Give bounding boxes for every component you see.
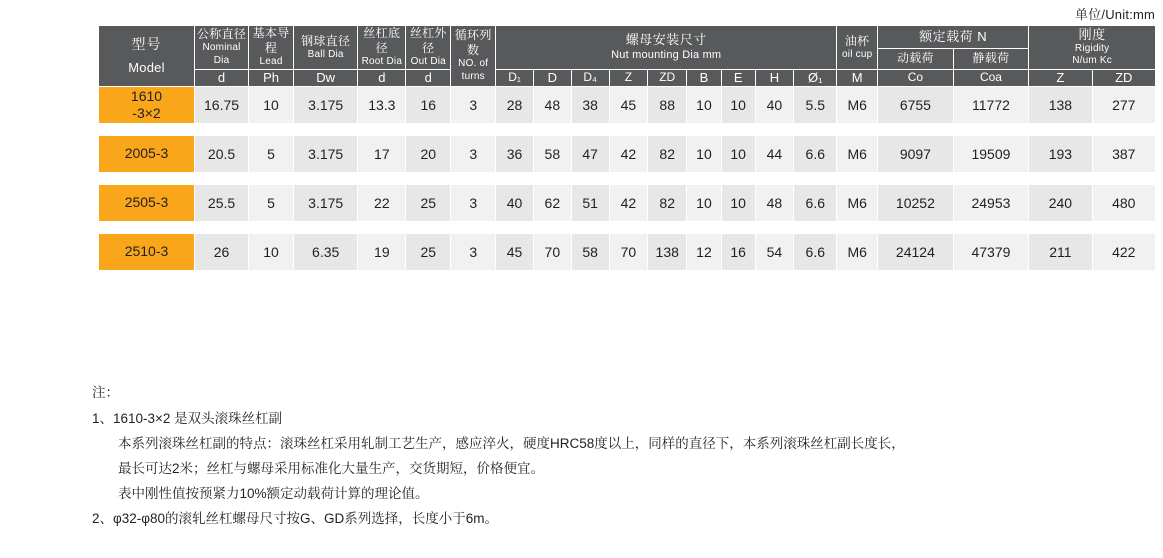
cell-D1: 36 [496, 135, 534, 172]
cell-E: 10 [721, 86, 755, 123]
header-nominal-dia-cn-1: 公称直径 [196, 27, 247, 42]
cell-D4: 38 [571, 86, 609, 123]
cell-d1: 25 [406, 184, 451, 221]
header-load-rating-title [878, 26, 1029, 49]
header-rigidity-group [1029, 26, 1156, 70]
unit-note: 单位/Unit:mm [1075, 7, 1155, 22]
row-model-line1: 1610 [130, 87, 163, 104]
cell-co: 10252 [878, 184, 954, 221]
header-sym-rig-z [1029, 69, 1092, 86]
row-model [99, 184, 195, 221]
row-spacer [99, 221, 1156, 233]
spec-table-container [98, 25, 1156, 271]
header-sym-d0-text: d [217, 69, 226, 85]
cell-B: 10 [687, 86, 722, 123]
cell-D: 48 [533, 86, 571, 123]
cell-L-Z: 42 [609, 135, 648, 172]
cell-H: 54 [755, 233, 794, 270]
header-sym-H-text: H [769, 69, 780, 85]
row-model-line1: 2505-3 [124, 194, 169, 211]
header-sym-rig-z-text: Z [1056, 69, 1065, 85]
header-out-dia-cn: 丝杠外径 [409, 26, 447, 55]
cell-O1: 5.5 [794, 86, 837, 123]
header-rigidity-en: Rigidity [1074, 42, 1110, 54]
header-oil-cup [837, 26, 878, 70]
cell-turns: 3 [451, 86, 496, 123]
note-item-1-sub-1: 本系列滚珠丝杠副的特点：滚珠丝杠采用轧制工艺生产，感应淬火，硬度HRC58度以上，同样的直径下，本系列滚珠丝杠副长度长， [118, 436, 905, 451]
header-load-static-cn-text: 静载荷 [972, 51, 1010, 66]
cell-B: 10 [687, 184, 722, 221]
cell-coa: 19509 [953, 135, 1029, 172]
header-root-dia-en: Root Dia [361, 56, 403, 67]
cell-dw: 3.175 [294, 86, 358, 123]
header-sym-B-text: B [699, 69, 709, 85]
header-sym-coa-text: Coa [979, 70, 1002, 85]
cell-dw: 3.175 [294, 184, 358, 221]
notes-section [92, 380, 1142, 531]
table-row [99, 184, 1156, 221]
cell-B: 12 [687, 233, 722, 270]
cell-H: 48 [755, 184, 794, 221]
header-sym-M [837, 69, 878, 86]
row-model-line1: 2510-3 [124, 243, 169, 260]
cell-M: M6 [837, 86, 878, 123]
cell-coa: 47379 [953, 233, 1029, 270]
cell-O1: 6.6 [794, 233, 837, 270]
header-load-dynamic-cn [878, 48, 954, 69]
row-spacer-cell [99, 172, 1156, 184]
notes-title: 注： [92, 385, 119, 400]
cell-M: M6 [837, 184, 878, 221]
cell-M: M6 [837, 135, 878, 172]
cell-d0: 20.5 [194, 135, 248, 172]
cell-ph: 10 [249, 233, 294, 270]
header-nominal-dia [194, 26, 248, 70]
header-sym-E [721, 69, 755, 86]
header-sym-co [878, 69, 954, 86]
cell-dw: 3.175 [294, 135, 358, 172]
cell-d1: 25 [406, 233, 451, 270]
header-sym-d2-text: d [378, 69, 386, 85]
header-sym-D4 [571, 69, 609, 86]
cell-rig-z: 138 [1029, 86, 1092, 123]
row-spacer [99, 123, 1156, 135]
cell-co: 6755 [878, 86, 954, 123]
header-ball-dia-en: Ball Dia [307, 48, 344, 60]
header-row-1 [99, 26, 1156, 49]
header-sym-O1 [794, 69, 837, 86]
cell-coa: 24953 [953, 184, 1029, 221]
cell-O1: 6.6 [794, 135, 837, 172]
cell-H: 44 [755, 135, 794, 172]
header-sym-coa [953, 69, 1029, 86]
header-nominal-dia-en: Nominal Dia [202, 42, 241, 66]
cell-co: 9097 [878, 135, 954, 172]
header-sym-rig-zd-text: ZD [1115, 69, 1133, 85]
cell-d1: 16 [406, 86, 451, 123]
cell-D1: 40 [496, 184, 534, 221]
cell-L-Z: 42 [609, 184, 648, 221]
cell-D1: 45 [496, 233, 534, 270]
header-turns [451, 26, 496, 87]
header-sym-rig-zd [1092, 69, 1155, 86]
cell-D4: 47 [571, 135, 609, 172]
row-model [99, 135, 195, 172]
cell-D: 58 [533, 135, 571, 172]
header-row-3 [99, 69, 1156, 86]
note-item-2: 2、φ32-φ80的滚轧丝杠螺母尺寸按G、GD系列选择，长度小于6m。 [92, 511, 499, 526]
cell-dw: 6.35 [294, 233, 358, 270]
cell-rig-z: 240 [1029, 184, 1092, 221]
header-lead [249, 26, 294, 70]
cell-L-ZD: 82 [648, 135, 687, 172]
note-item-1-sub-3: 表中刚性值按预紧力10%额定动载荷计算的理论值。 [118, 486, 429, 501]
row-model-line2: -3×2 [132, 104, 161, 121]
header-turns-en: NO. of turns [458, 58, 489, 82]
header-sym-B [687, 69, 722, 86]
header-sym-H [755, 69, 794, 86]
cell-rig-zd: 480 [1092, 184, 1155, 221]
header-oil-cup-en-1: oil cup [842, 48, 873, 60]
cell-rig-zd: 387 [1092, 135, 1155, 172]
cell-rig-z: 211 [1029, 233, 1092, 270]
cell-turns: 3 [451, 184, 496, 221]
cell-turns: 3 [451, 135, 496, 172]
header-sym-L-ZD [648, 69, 687, 86]
header-ball-dia [294, 26, 358, 70]
header-load-static-cn [953, 48, 1029, 69]
header-oil-cup-cn: 油杯 [844, 33, 870, 48]
header-model-en: Model [128, 59, 165, 75]
cell-d0: 26 [194, 233, 248, 270]
header-lead-cn: 基本导程 [252, 26, 290, 55]
header-sym-M-text: M [851, 69, 863, 85]
cell-E: 10 [721, 135, 755, 172]
cell-M: M6 [837, 233, 878, 270]
header-model-cn: 型号 [131, 36, 162, 52]
cell-d2: 13.3 [358, 86, 406, 123]
cell-d1: 20 [406, 135, 451, 172]
header-rigidity-unit: N/um Kc [1072, 55, 1112, 67]
cell-turns: 3 [451, 233, 496, 270]
header-lead-en: Lead [259, 56, 283, 67]
header-sym-d1-text: d [424, 69, 432, 85]
header-turns-cn: 循环列数 [454, 28, 492, 58]
cell-d2: 22 [358, 184, 406, 221]
cell-D4: 58 [571, 233, 609, 270]
header-sym-L-Z [609, 69, 648, 86]
cell-O1: 6.6 [794, 184, 837, 221]
cell-L-ZD: 138 [648, 233, 687, 270]
header-sym-D [533, 69, 571, 86]
header-rigidity-cn: 刚度 [1078, 26, 1106, 42]
note-item-1: 1、1610-3×2 是双头滚珠丝杠副 [92, 411, 283, 426]
cell-d0: 25.5 [194, 184, 248, 221]
header-sym-dw-text: Dw [316, 69, 336, 85]
header-sym-D-text: D [547, 69, 558, 85]
header-sym-L-ZD-text: ZD [659, 70, 676, 85]
header-ball-dia-cn: 钢球直径 [301, 33, 351, 48]
cell-co: 24124 [878, 233, 954, 270]
header-sym-co-text: Co [907, 70, 924, 85]
table-row [99, 86, 1156, 123]
note-item-1-sub-2: 最长可达2米；丝杠与螺母采用标准化大量生产，交货期短，价格便宜。 [118, 461, 545, 476]
row-model [99, 233, 195, 270]
header-sym-D1 [496, 69, 534, 86]
header-sym-d1 [406, 69, 451, 86]
cell-L-ZD: 82 [648, 184, 687, 221]
header-nut-mounting-cn: 螺母安装尺寸 [625, 32, 707, 48]
cell-d0: 16.75 [194, 86, 248, 123]
header-sym-E-text: E [733, 69, 743, 85]
cell-ph: 5 [249, 184, 294, 221]
cell-E: 16 [721, 233, 755, 270]
header-sym-ph-text: Ph [263, 69, 279, 85]
row-spacer-cell [99, 123, 1156, 135]
header-sym-ph [249, 69, 294, 86]
cell-L-Z: 70 [609, 233, 648, 270]
row-model-line1: 2005-3 [124, 145, 169, 162]
cell-d2: 17 [358, 135, 406, 172]
header-sym-D1-text: D₁ [508, 70, 521, 85]
cell-D1: 28 [496, 86, 534, 123]
cell-rig-zd: 277 [1092, 86, 1155, 123]
cell-rig-z: 193 [1029, 135, 1092, 172]
cell-coa: 11772 [953, 86, 1029, 123]
header-out-dia [406, 26, 451, 70]
specification-table [98, 25, 1156, 271]
header-sym-d2 [358, 69, 406, 86]
header-load-dynamic-cn-text: 动载荷 [896, 51, 934, 66]
cell-ph: 10 [249, 86, 294, 123]
cell-rig-zd: 422 [1092, 233, 1155, 270]
table-row [99, 135, 1156, 172]
cell-ph: 5 [249, 135, 294, 172]
header-sym-L-Z-text: Z [624, 70, 633, 85]
header-model [99, 26, 195, 87]
header-root-dia-cn: 丝杠底径 [363, 26, 401, 55]
header-load-rating-cn: 额定载荷 N [919, 28, 988, 44]
cell-L-ZD: 88 [648, 86, 687, 123]
cell-L-Z: 45 [609, 86, 648, 123]
row-spacer-cell [99, 221, 1156, 233]
header-nut-mounting-en: Nut mounting Dia mm [611, 48, 722, 61]
cell-D: 70 [533, 233, 571, 270]
header-root-dia [358, 26, 406, 70]
cell-D4: 51 [571, 184, 609, 221]
header-out-dia-en: Out Dia [410, 56, 446, 67]
header-sym-d0 [194, 69, 248, 86]
cell-d2: 19 [358, 233, 406, 270]
header-sym-dw [294, 69, 358, 86]
header-sym-D4-text: D₄ [583, 70, 597, 85]
table-row [99, 233, 1156, 270]
cell-E: 10 [721, 184, 755, 221]
header-sym-O1-text: Ø₁ [808, 69, 823, 85]
cell-H: 40 [755, 86, 794, 123]
row-model [99, 86, 195, 123]
row-spacer [99, 172, 1156, 184]
cell-B: 10 [687, 135, 722, 172]
cell-D: 62 [533, 184, 571, 221]
header-nut-mounting-group [496, 26, 837, 70]
